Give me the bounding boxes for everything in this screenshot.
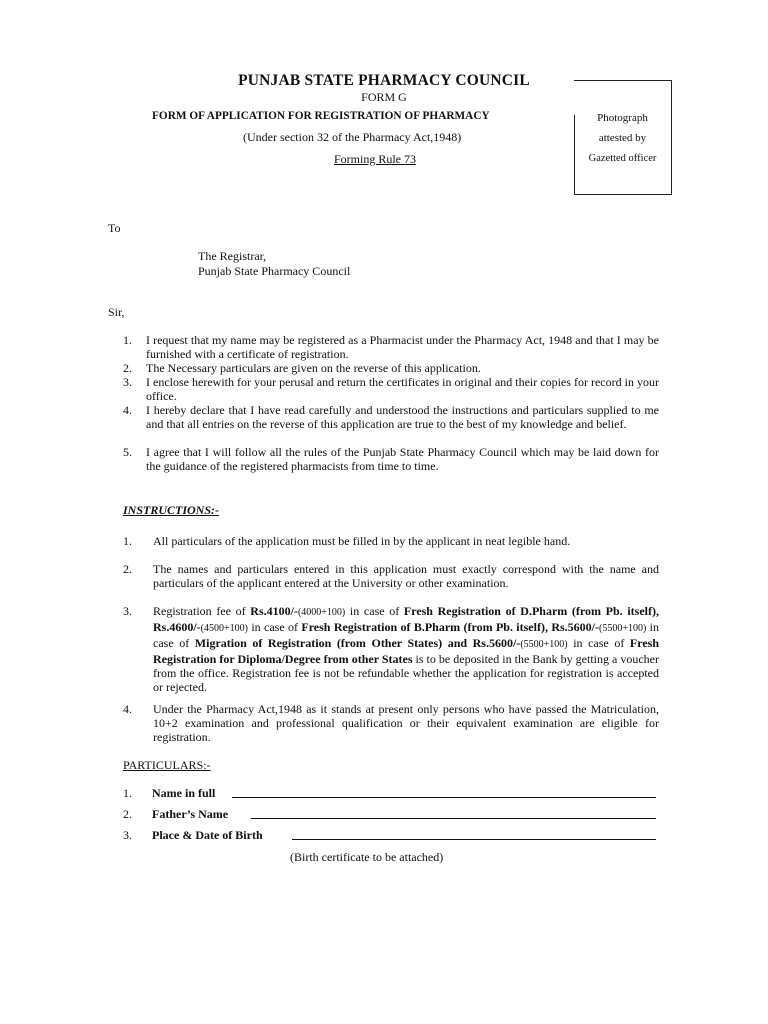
fee-amount: Rs.4600/-	[153, 620, 201, 634]
photo-box-line2: attested by	[598, 132, 647, 144]
request-number: 3.	[123, 375, 132, 389]
request-number: 4.	[123, 403, 132, 417]
fee-case: Migration of Registration (from Other States) and	[194, 636, 473, 650]
fee-breakup: (4000+100)	[297, 607, 346, 618]
request-text: The Necessary particulars are given on the reverse of this application.	[146, 361, 481, 375]
request-text: I request that my name may be registered as a Pharmacist under the Pharmacy Act, 1948 and that I may be furnished with a certificate of registration.	[146, 333, 659, 361]
place-date-of-birth-label: Place & Date of Birth	[152, 828, 263, 842]
council-title: PUNJAB STATE PHARMACY COUNCIL	[238, 72, 530, 89]
form-title: FORM OF APPLICATION FOR REGISTRATION OF PHARMACY	[152, 110, 490, 122]
photograph-box	[574, 80, 672, 195]
instruction-text: The names and particulars entered in this application must exactly correspond with the name and particulars of the applicant entered at the University or other examination.	[153, 562, 659, 590]
fee-text: Registration fee of	[153, 604, 251, 618]
photo-box-line1: Photograph	[597, 112, 648, 124]
request-number: 2.	[123, 361, 132, 375]
fee-text: is to be deposited in the Bank by getting a voucher from the office. Registration fee is not be refundable whether the application for registration is accepted or rejected.	[153, 652, 660, 694]
request-text: I hereby declare that I have read carefully and understood the instructions and particulars supplied to me and that all entries on the reverse of this application are true to the best of my knowledge and belief.	[146, 403, 659, 431]
form-label: FORM G	[361, 90, 407, 104]
instruction-number: 1.	[123, 534, 132, 548]
instruction-number: 4.	[123, 702, 132, 716]
instruction-number: 2.	[123, 562, 132, 576]
fee-case: Fresh Registration of D.Pharm (from Pb. itself),	[403, 604, 659, 618]
fee-case: Fresh Registration of B.Pharm (from Pb. itself),	[301, 620, 552, 634]
fee-breakup: (4500+100)	[200, 623, 248, 634]
instruction-text: All particulars of the application must be filled in by the applicant in neat legible hand.	[153, 534, 571, 548]
request-number: 5.	[123, 445, 132, 459]
fee-text: in case of	[247, 620, 302, 634]
fee-text: in case of	[567, 636, 630, 650]
address-line1: The Registrar,	[198, 249, 267, 263]
birth-certificate-note: (Birth certificate to be attached)	[290, 850, 444, 864]
instructions-heading: INSTRUCTIONS:-	[123, 503, 220, 517]
fee-breakup: (5500+100)	[599, 623, 647, 634]
particulars-heading: PARTICULARS:-	[123, 758, 211, 772]
fee-amount: Rs.4100/-	[250, 604, 298, 618]
photo-box-line3: Gazetted officer	[588, 153, 657, 164]
fathers-name-label: Father’s Name	[152, 807, 229, 821]
fee-amount: Rs.5600/-	[472, 636, 521, 650]
address-line2: Punjab State Pharmacy Council	[198, 264, 351, 278]
fee-case: Fresh Registration for Diploma/Degree from other States	[153, 636, 659, 666]
request-text: I agree that I will follow all the rules of the Punjab State Pharmacy Council which may be laid down for the guidance of the registered pharmacists from time to time.	[146, 445, 659, 473]
name-in-full-label: Name in full	[152, 786, 216, 800]
forming-rule: Forming Rule 73	[334, 152, 417, 166]
fee-text: in case of	[153, 620, 659, 650]
fee-breakup: (5500+100)	[520, 639, 568, 650]
field-number: 2.	[123, 807, 132, 821]
request-text: I enclose herewith for your perusal and return the certificates in original and their copies for record in your office.	[146, 375, 659, 403]
instruction-fee-text	[153, 604, 659, 694]
field-number: 3.	[123, 828, 132, 842]
field-number: 1.	[123, 786, 132, 800]
name-in-full-field[interactable]	[232, 797, 656, 798]
request-number: 1.	[123, 333, 132, 347]
salutation: Sir,	[108, 305, 125, 319]
letter-to: To	[108, 221, 121, 235]
instruction-text: Under the Pharmacy Act,1948 as it stands at present only persons who have passed the Matriculation, 10+2 examination and professional qualification or their equivalent examination are eligible for registration.	[153, 702, 659, 744]
fee-amount: Rs.5600/-	[551, 620, 599, 634]
under-section: (Under section 32 of the Pharmacy Act,1948)	[243, 130, 462, 144]
place-date-of-birth-field[interactable]	[292, 839, 656, 840]
fee-text: in case of	[345, 604, 404, 618]
instruction-number: 3.	[123, 604, 132, 618]
fathers-name-field[interactable]	[251, 818, 656, 819]
